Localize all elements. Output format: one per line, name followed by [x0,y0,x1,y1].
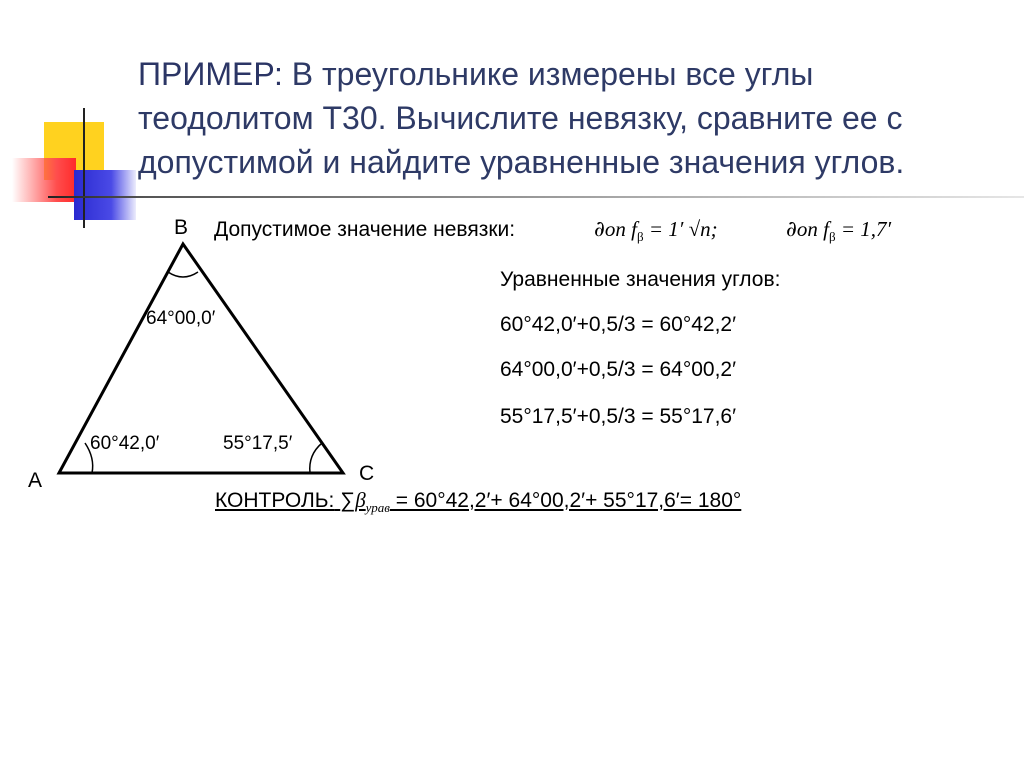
angle-c-value: 55°17,5′ [223,433,293,454]
title-line2: теодолитом Т30. Вычислите невязку, сравните ее с [138,100,903,136]
title-line1: В треугольнике измерены все углы [282,56,814,92]
control-label: КОНТРОЛЬ: [215,489,335,512]
permissible-label: Допустимое значение невязки: [214,218,516,241]
control-sum-expression: = 60°42,2′+ 64°00,2′+ 55°17,6′= 180° [389,489,742,512]
vertex-c-label: C [359,462,375,485]
angle-a-value: 60°42,0′ [90,433,160,454]
permissible-formula-value: 𝜕on $f_\beta = 1,7'$ [786,217,892,245]
beta-symbol: β [355,488,366,512]
angle-arc-c [310,443,322,473]
title-lead: ПРИМЕР: [138,56,283,92]
angle-arc-b [168,272,198,277]
adjusted-angle-line: 64°00,0′+0,5/3 = 64°00,2′ [500,358,737,381]
title-line3: допустимой и найдите уравненные значения углов. [138,144,905,180]
adjusted-angle-line: 55°17,5′+0,5/3 = 55°17,6′ [500,405,737,428]
sum-symbol: ∑ [340,489,356,512]
adjusted-angle-line: 60°42,0′+0,5/3 = 60°42,2′ [500,313,737,336]
vertex-a-label: A [28,469,43,492]
vertex-b-label: B [174,216,189,239]
control-check [215,488,741,516]
permissible-formula-general: 𝜕on $f_\beta = 1'$ √n; [594,217,718,245]
beta-subscript: урав [365,500,390,516]
adjusted-angles-title: Уравненные значения углов: [500,268,781,291]
angle-b-value: 64°00,0′ [146,308,216,329]
